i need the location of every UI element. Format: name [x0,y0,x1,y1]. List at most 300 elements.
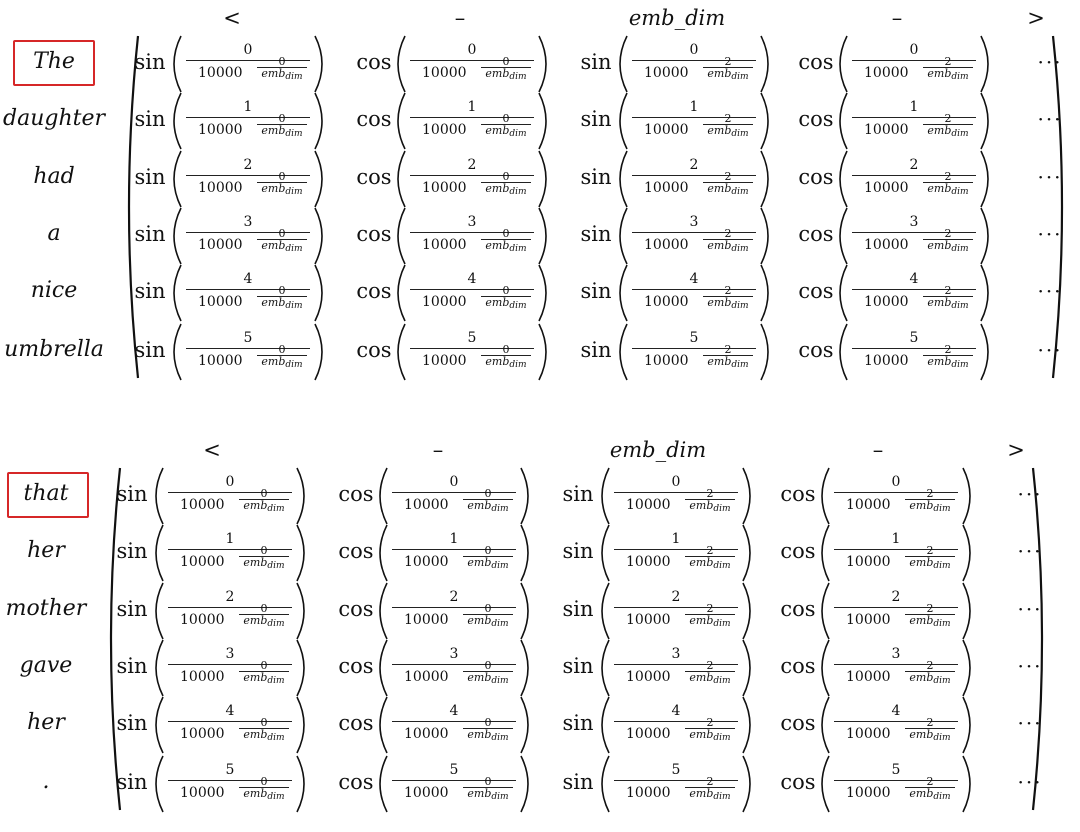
fraction-right-paren [963,583,970,639]
fraction-left-paren [174,208,181,264]
fraction-left-paren [174,324,181,380]
exponent-denominator-main: emb [689,556,714,569]
function-name: sin [562,539,594,563]
exponent-denominator-sub: dim [951,244,969,254]
function-name: sin [134,279,166,303]
exponent-denominator-main: emb [689,787,714,800]
function-name: cos [798,279,834,303]
row-ellipsis: ··· [1017,482,1043,506]
exponent-denominator-sub: dim [933,561,951,571]
exponent-denominator-main: emb [707,67,732,80]
exponent [460,716,516,744]
exponent [478,284,534,312]
fraction-left-paren [822,468,829,524]
fraction [388,586,520,636]
fraction-right-paren [963,525,970,581]
exponent-denominator [460,499,516,512]
fraction-left-paren [602,756,609,812]
fraction-base: 10000 [864,353,909,369]
exponent-denominator-main: emb [467,787,492,800]
fraction-numerator: 1 [225,531,235,547]
matrix-right-paren [1053,36,1062,378]
fraction [830,471,962,521]
exponent-denominator [682,728,738,741]
exponent-numerator: 0 [278,170,286,183]
exponent-denominator-sub: dim [509,187,527,197]
fraction [848,268,980,318]
row-ellipsis: ··· [1017,597,1043,621]
exponent-numerator: 2 [926,716,934,729]
fraction-numerator: 2 [449,589,459,605]
fraction-right-paren [981,36,988,92]
exponent-numerator: 2 [944,112,952,125]
exponent-denominator-sub: dim [509,129,527,139]
exponent-denominator-main: emb [909,556,934,569]
fraction-left-paren [822,640,829,696]
exponent-denominator [236,614,292,627]
function-name: sin [116,597,148,621]
fraction-right-paren [539,151,546,207]
exponent-denominator-main: emb [467,556,492,569]
exponent-denominator-sub: dim [285,129,303,139]
fraction-numerator: 0 [467,42,477,58]
exponent-denominator-sub: dim [731,187,749,197]
exponent-denominator-sub: dim [951,129,969,139]
exponent-numerator: 0 [278,227,286,240]
function-name: sin [580,50,612,74]
exponent-denominator-main: emb [909,787,934,800]
exponent [460,487,516,515]
fraction-base: 10000 [422,294,467,310]
exponent-denominator-sub: dim [491,619,509,629]
fraction [164,700,296,750]
exponent [920,55,976,83]
exponent-denominator-main: emb [909,728,934,741]
fraction-base: 10000 [198,237,243,253]
exponent-denominator-main: emb [927,124,952,137]
fraction-numerator: 5 [891,762,901,778]
exponent-denominator-main: emb [707,296,732,309]
fraction-right-paren [981,324,988,380]
exponent-numerator: 2 [706,602,714,615]
exponent [254,170,310,198]
function-name: sin [134,107,166,131]
exponent-denominator [460,556,516,569]
exponent-denominator-main: emb [689,499,714,512]
matrix-left-paren [129,36,138,378]
exponent-denominator-main: emb [909,671,934,684]
exponent [700,284,756,312]
fraction-numerator: 1 [689,99,699,115]
exponent-denominator [700,355,756,368]
fraction [848,96,980,146]
exponent-denominator-main: emb [261,124,286,137]
exponent-denominator-main: emb [243,556,268,569]
fraction-left-paren [602,697,609,753]
exponent-denominator [236,728,292,741]
fraction-base: 10000 [198,294,243,310]
exponent-numerator: 0 [260,487,268,500]
fraction-right-paren [315,36,322,92]
fraction-base: 10000 [404,785,449,801]
exponent-denominator [700,67,756,80]
header-dash-right: – [872,438,884,462]
exponent-denominator-sub: dim [509,244,527,254]
fraction-numerator: 3 [689,214,699,230]
fraction-right-paren [539,265,546,321]
fraction-left-paren [398,208,405,264]
fraction-left-paren [380,525,387,581]
fraction-left-paren [380,583,387,639]
fraction-numerator: 3 [467,214,477,230]
fraction-base: 10000 [644,180,689,196]
fraction-numerator: 3 [909,214,919,230]
row-ellipsis: ··· [1037,279,1063,303]
exponent [682,716,738,744]
fraction-left-paren [840,324,847,380]
fraction [406,96,538,146]
exponent-denominator-main: emb [243,787,268,800]
exponent-denominator-main: emb [243,728,268,741]
matrix-right-paren [1033,468,1042,810]
exponent [478,343,534,371]
exponent [236,716,292,744]
exponent-denominator-sub: dim [267,792,285,802]
fraction-right-paren [315,324,322,380]
row-ellipsis: ··· [1017,711,1043,735]
row-word: umbrella [4,337,104,362]
fraction-right-paren [315,265,322,321]
exponent-denominator-main: emb [909,614,934,627]
exponent-denominator [254,67,310,80]
exponent [700,227,756,255]
exponent-denominator [478,182,534,195]
fraction [182,154,314,204]
function-name: cos [780,539,816,563]
exponent [920,112,976,140]
exponent [478,55,534,83]
exponent-denominator-main: emb [689,614,714,627]
function-name: cos [780,654,816,678]
function-name: cos [780,482,816,506]
exponent [478,227,534,255]
function-name: sin [116,539,148,563]
exponent-denominator [254,355,310,368]
exponent-denominator [902,556,958,569]
highlighted-word-box [7,472,89,518]
fraction [182,96,314,146]
fraction-base: 10000 [404,497,449,513]
fraction-base: 10000 [846,785,891,801]
fraction-right-paren [981,265,988,321]
exponent-numerator: 0 [260,544,268,557]
fraction-numerator: 1 [891,531,901,547]
fraction-numerator: 5 [467,330,477,346]
function-name: cos [798,50,834,74]
function-name: cos [338,539,374,563]
exponent-denominator-main: emb [707,239,732,252]
fraction-base: 10000 [644,294,689,310]
fraction-left-paren [156,756,163,812]
exponent [682,659,738,687]
exponent-denominator-main: emb [707,124,732,137]
fraction-numerator: 5 [243,330,253,346]
fraction-right-paren [297,583,304,639]
matrix-left-paren [111,468,120,810]
function-name: sin [580,338,612,362]
fraction-left-paren [840,265,847,321]
highlighted-word-box [13,40,95,86]
exponent-numerator: 2 [724,170,732,183]
function-name: sin [562,482,594,506]
exponent-denominator-sub: dim [933,733,951,743]
fraction-numerator: 5 [671,762,681,778]
fraction-right-paren [761,36,768,92]
exponent-numerator: 0 [278,284,286,297]
fraction-base: 10000 [198,353,243,369]
fraction [830,528,962,578]
fraction [182,39,314,89]
fraction-right-paren [981,208,988,264]
exponent-denominator [460,787,516,800]
fraction-right-paren [539,208,546,264]
exponent-denominator-main: emb [485,67,510,80]
fraction-base: 10000 [846,497,891,513]
row-ellipsis: ··· [1017,770,1043,794]
exponent-denominator [478,67,534,80]
fraction-numerator: 4 [467,271,477,287]
fraction-right-paren [315,93,322,149]
fraction [830,586,962,636]
function-name: sin [134,165,166,189]
fraction [388,471,520,521]
exponent-denominator [478,296,534,309]
exponent-denominator-main: emb [467,499,492,512]
exponent-denominator [920,67,976,80]
exponent-numerator: 2 [706,544,714,557]
exponent-denominator-main: emb [927,182,952,195]
function-name: sin [116,711,148,735]
exponent-denominator-sub: dim [267,619,285,629]
fraction-right-paren [743,756,750,812]
exponent-denominator [460,614,516,627]
fraction-base: 10000 [404,726,449,742]
exponent-denominator [700,239,756,252]
fraction-numerator: 4 [243,271,253,287]
exponent-numerator: 2 [706,716,714,729]
exponent-denominator-sub: dim [285,301,303,311]
function-name: sin [134,222,166,246]
fraction-right-paren [761,208,768,264]
fraction-base: 10000 [404,669,449,685]
exponent-denominator-main: emb [927,67,952,80]
fraction-right-paren [539,324,546,380]
fraction [830,700,962,750]
exponent-numerator: 0 [502,55,510,68]
fraction-base: 10000 [404,554,449,570]
exponent-numerator: 2 [706,487,714,500]
row-word: . [42,769,50,794]
fraction-left-paren [840,208,847,264]
fraction-base: 10000 [644,237,689,253]
exponent-denominator-sub: dim [285,360,303,370]
exponent-denominator [920,296,976,309]
fraction-right-paren [743,697,750,753]
exponent-denominator-sub: dim [509,301,527,311]
exponent-numerator: 0 [502,112,510,125]
exponent-denominator [254,124,310,137]
exponent-numerator: 0 [278,55,286,68]
exponent-denominator [460,728,516,741]
exponent-numerator: 2 [724,227,732,240]
exponent-denominator-sub: dim [713,733,731,743]
exponent [254,343,310,371]
exponent-numerator: 0 [278,343,286,356]
exponent-denominator-sub: dim [491,561,509,571]
fraction-right-paren [521,583,528,639]
exponent-denominator-sub: dim [731,72,749,82]
fraction [164,586,296,636]
function-name: sin [134,50,166,74]
row-ellipsis: ··· [1017,654,1043,678]
exponent-numerator: 2 [724,112,732,125]
fraction-numerator: 2 [909,157,919,173]
exponent [236,775,292,803]
fraction-numerator: 1 [909,99,919,115]
fraction-numerator: 0 [689,42,699,58]
exponent-denominator [920,182,976,195]
fraction-left-paren [822,525,829,581]
fraction-numerator: 2 [689,157,699,173]
header-dash-left: – [432,438,444,462]
fraction-base: 10000 [626,612,671,628]
exponent-denominator [902,614,958,627]
fraction [164,643,296,693]
exponent-denominator-main: emb [707,182,732,195]
exponent-denominator [700,182,756,195]
row-word: her [27,710,65,735]
fraction-numerator: 5 [225,762,235,778]
row-word: a [47,221,61,246]
exponent-numerator: 0 [502,227,510,240]
fraction-base: 10000 [180,612,225,628]
exponent-numerator: 0 [502,343,510,356]
function-name: sin [562,597,594,621]
exponent-numerator: 0 [260,659,268,672]
fraction-left-paren [620,265,627,321]
exponent [920,343,976,371]
exponent-denominator-main: emb [689,671,714,684]
exponent-denominator-main: emb [261,355,286,368]
exponent-denominator-sub: dim [951,187,969,197]
exponent-denominator-main: emb [261,296,286,309]
exponent-denominator-sub: dim [713,792,731,802]
row-word: mother [5,596,87,621]
fraction-left-paren [620,324,627,380]
fraction-left-paren [840,151,847,207]
row-word: her [27,538,65,563]
fraction [628,96,760,146]
fraction-numerator: 1 [449,531,459,547]
fraction [610,759,742,809]
fraction-numerator: 2 [243,157,253,173]
fraction-base: 10000 [846,726,891,742]
exponent [902,544,958,572]
row-ellipsis: ··· [1037,165,1063,189]
fraction-right-paren [981,93,988,149]
fraction-base: 10000 [864,65,909,81]
fraction [182,211,314,261]
exponent [920,170,976,198]
exponent-denominator-main: emb [243,671,268,684]
exponent-denominator-sub: dim [951,360,969,370]
exponent-denominator [682,499,738,512]
exponent-denominator-main: emb [261,67,286,80]
exponent [236,659,292,687]
header-gt: > [1027,6,1045,30]
exponent-numerator: 0 [484,659,492,672]
fraction-numerator: 1 [671,531,681,547]
fraction-numerator: 2 [891,589,901,605]
row-word: nice [30,278,78,303]
fraction-base: 10000 [422,65,467,81]
fraction-left-paren [398,36,405,92]
fraction-numerator: 4 [689,271,699,287]
exponent [236,487,292,515]
fraction [406,39,538,89]
header-dash-right: – [891,6,903,30]
exponent-denominator-main: emb [689,728,714,741]
fraction-numerator: 3 [243,214,253,230]
fraction-left-paren [620,93,627,149]
exponent [460,775,516,803]
fraction-base: 10000 [422,237,467,253]
fraction-base: 10000 [644,353,689,369]
fraction-right-paren [761,265,768,321]
exponent [902,775,958,803]
header-emb-dim: emb_dim [628,6,726,30]
fraction-left-paren [840,36,847,92]
fraction-numerator: 4 [225,703,235,719]
fraction-base: 10000 [180,554,225,570]
fraction-left-paren [156,468,163,524]
fraction-numerator: 3 [891,646,901,662]
exponent [236,544,292,572]
function-name: cos [798,222,834,246]
fraction [406,327,538,377]
exponent [902,602,958,630]
row-ellipsis: ··· [1037,50,1063,74]
fraction-numerator: 0 [909,42,919,58]
exponent [902,716,958,744]
fraction [164,759,296,809]
exponent-denominator-main: emb [927,239,952,252]
exponent-numerator: 2 [926,775,934,788]
exponent-denominator-main: emb [485,182,510,195]
exponent-denominator-sub: dim [933,676,951,686]
exponent-numerator: 0 [484,487,492,500]
exponent-numerator: 0 [484,602,492,615]
exponent [460,659,516,687]
exponent-denominator-sub: dim [713,619,731,629]
exponent-numerator: 2 [724,343,732,356]
fraction-base: 10000 [180,785,225,801]
fraction-base: 10000 [864,294,909,310]
exponent-numerator: 2 [944,343,952,356]
fraction-left-paren [156,640,163,696]
exponent-denominator [478,124,534,137]
exponent-denominator [478,355,534,368]
